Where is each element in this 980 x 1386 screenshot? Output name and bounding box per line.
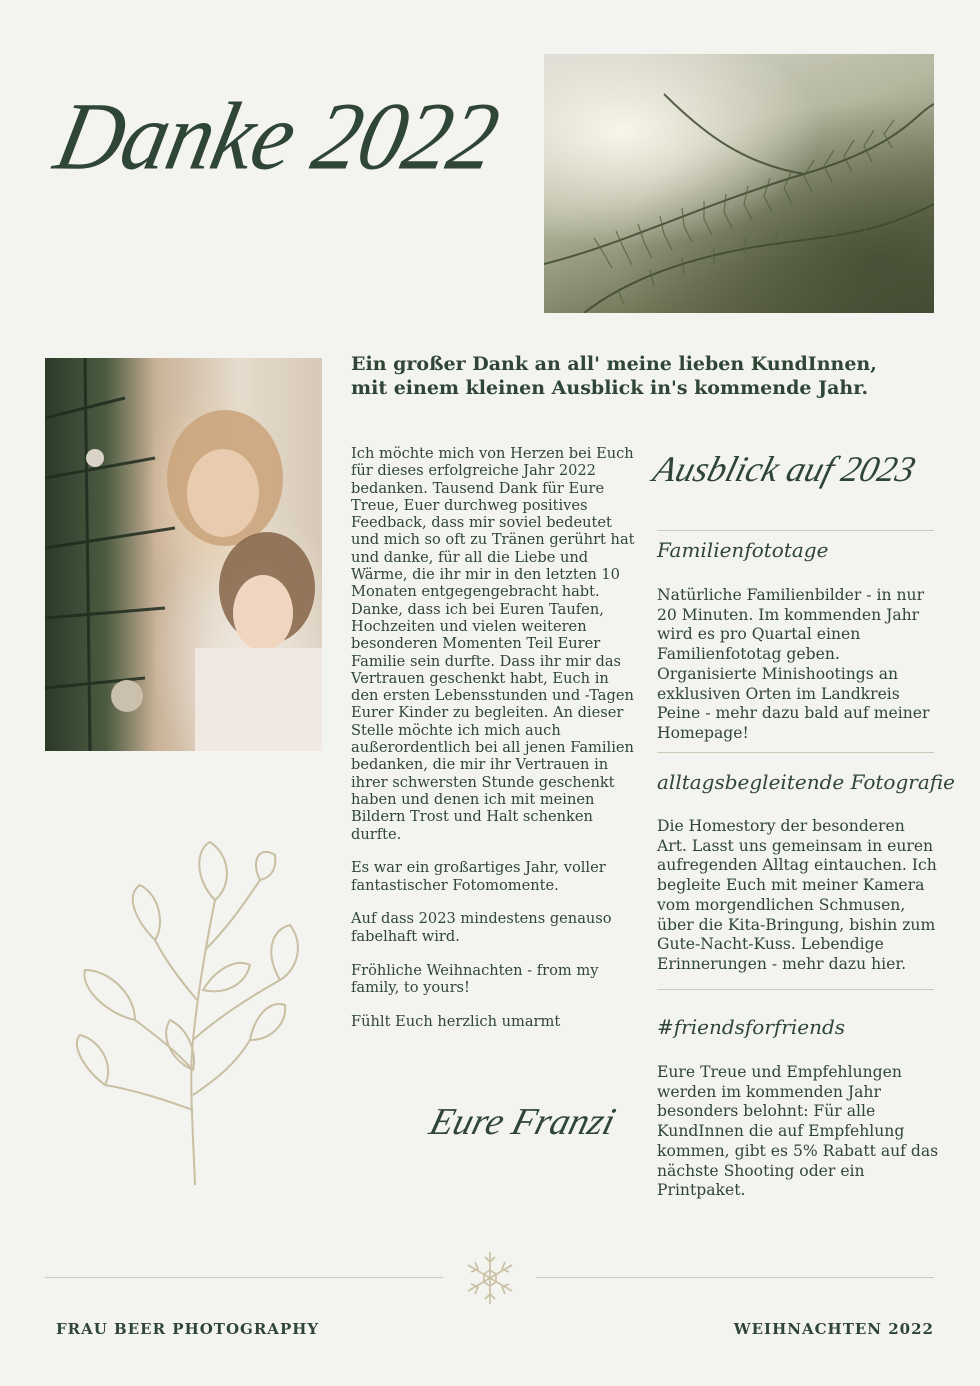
section-text-friendsforfriends: Eure Treue und Empfehlungen werden im kommenden Jahr besonders belohnt: Für alle KundInnen die auf Empfehlung kommen, gibt es 5% Rabatt auf das nächste Shooting oder ein Printpaket. (657, 1063, 939, 1200)
section-title-familienfototage: Familienfototage (657, 538, 829, 562)
footer-divider-right (536, 1277, 934, 1278)
leaf-branch-illustration (65, 840, 305, 1190)
family-photo (45, 358, 322, 751)
snowflake-icon (465, 1250, 515, 1306)
divider (657, 530, 934, 531)
outlook-title: Ausblick auf 2023 (649, 449, 920, 489)
section-text-familienfototage: Natürliche Familienbilder - in nur 20 Minuten. Im kommenden Jahr wird es pro Quartal einen Familienfototag geben. Organisierte Minishootings an exklusiven Orten im Landkreis Peine - mehr dazu bald auf meiner Homepage! (657, 586, 930, 742)
letter-paragraph: Es war ein großartiges Jahr, voller fantastischer Fotomomente. (351, 859, 606, 894)
divider (657, 752, 934, 753)
letter-paragraph: Fröhliche Weihnachten - from my family, to yours! (351, 961, 599, 996)
letter-paragraph: Auf dass 2023 mindestens genauso fabelhaft wird. (351, 910, 612, 945)
letter-paragraph: Ich möchte mich von Herzen bei Euch für dieses erfolgreiche Jahr 2022 bedanken. Tausend Dank für Eure Treue, Euer durchweg positives Feedback, dass mir soviel bedeutet und mich so oft zu Tränen gerührt hat und danke, für all die Liebe und Wärme, die ihr mir in den letzten 10 Monaten entgegengebracht habt. Danke, dass ich bei Euren Taufen, Hochzeiten und vielen weiteren besonderen Momenten Teil Eurer Familie sein durfte. Dass ihr mir das Vertrauen geschenkt habt, Euch in den ersten Lebensstunden und -Tagen Eurer Kinder zu begleiten. An dieser Stelle möchte ich mich auch außerordentlich bei all jenen Familien bedanken, die mir ihr Vertrauen in ihrer schwersten Stunde geschenkt haben und denen ich mit meinen Bildern Trost und Halt schenken durfte. (351, 445, 635, 843)
leaf-branch-icon (65, 840, 305, 1190)
section-text-alltagsbegleitende-fotografie: Die Homestory der besonderen Art. Lasst uns gemeinsam in euren aufregenden Alltag eintauchen. Ich begleite Euch mit meiner Kamera vom morgendlichen Schmusen, über die Kita-Bringung, bishin zum Gute-Nacht-Kuss. Lebendige Erinnerungen - mehr dazu hier. (657, 817, 937, 973)
letter-paragraph: Fühlt Euch herzlich umarmt (351, 1012, 561, 1030)
fir-branch-photo (544, 54, 934, 313)
footer-season: WEIHNACHTEN 2022 (733, 1320, 934, 1338)
intro-heading: Ein großer Dank an all' meine lieben KundInnen, mit einem kleinen Ausblick in's kommende Jahr. (351, 353, 877, 399)
divider (657, 989, 934, 990)
fir-branch-illustration (544, 54, 934, 313)
signature: Eure Franzi (425, 1101, 620, 1143)
family-illustration (45, 358, 322, 751)
footer-divider-left (45, 1277, 443, 1278)
section-title-alltagsbegleitende-fotografie: alltagsbegleitende Fotografie (657, 770, 955, 794)
thank-you-letter (351, 445, 636, 1046)
page-title: Danke 2022 (46, 82, 507, 190)
section-title-friendsforfriends: #friendsforfriends (657, 1015, 846, 1039)
footer-brand: FRAU BEER PHOTOGRAPHY (56, 1320, 320, 1338)
